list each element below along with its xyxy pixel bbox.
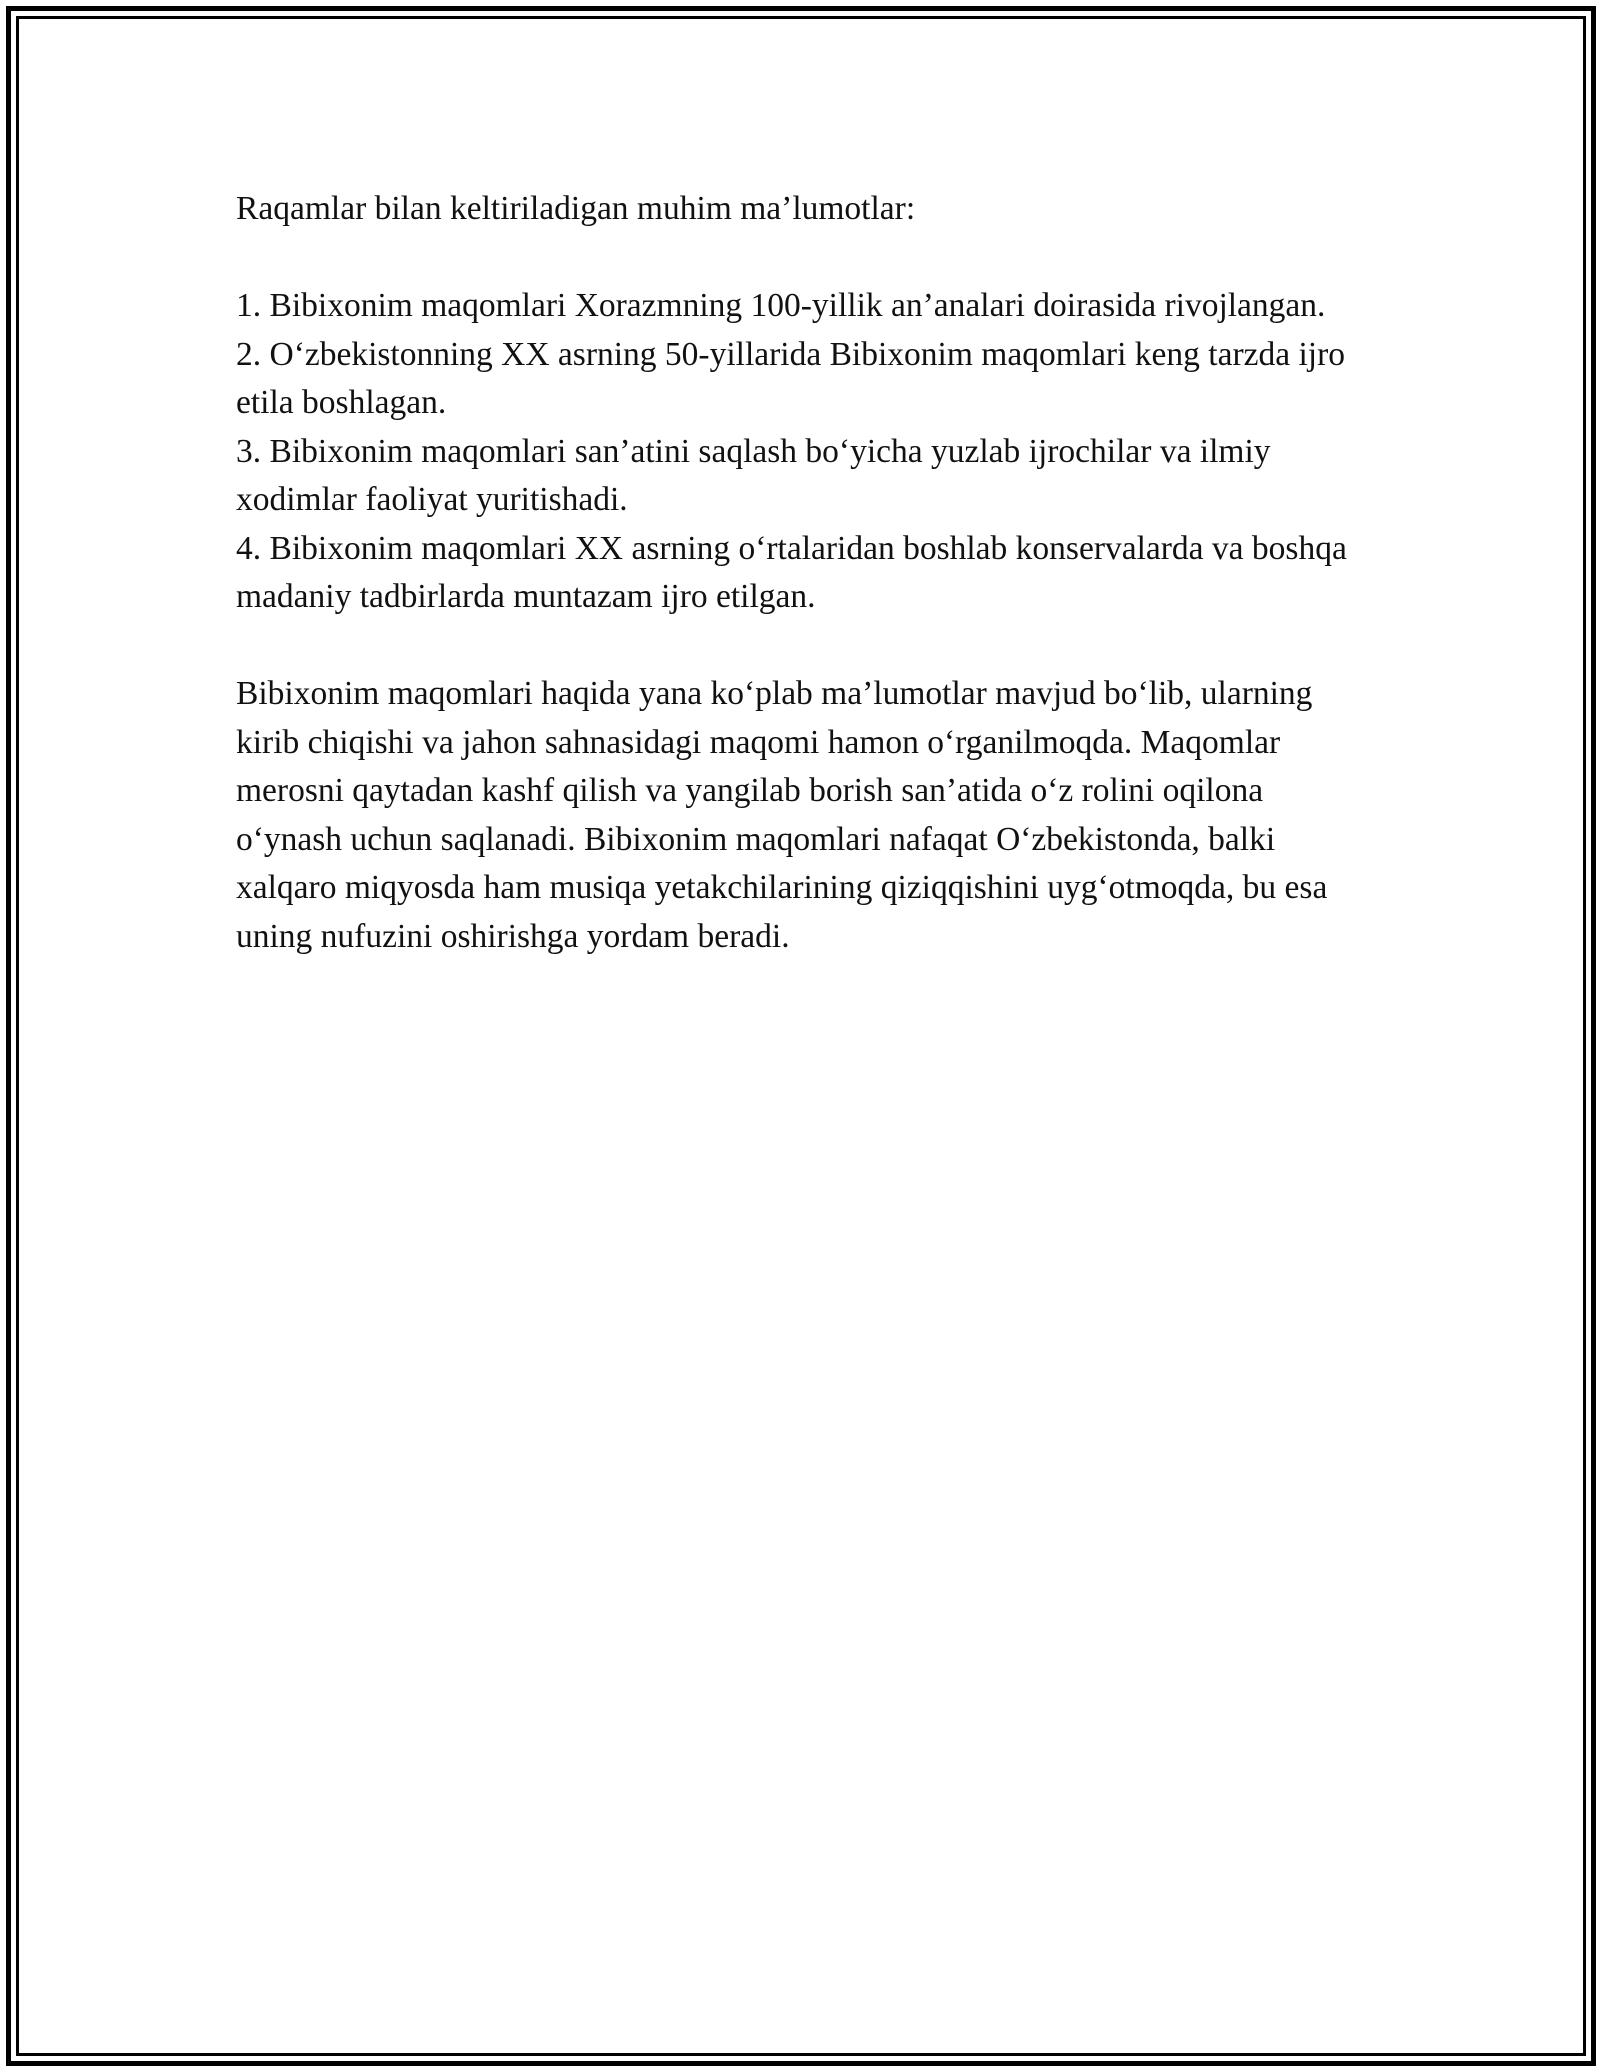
list-item: 3. Bibixonim maqomlari san’atini saqlash bo‘yicha yuzlab ijrochilar va ilmiy xodimlar faoliyat yuritishadi. bbox=[236, 432, 1271, 518]
spacer bbox=[236, 622, 1366, 671]
list-item: 1. Bibixonim maqomlari Xorazmning 100-yillik an’analari doirasida rivojlangan. bbox=[236, 287, 1326, 324]
spacer bbox=[236, 234, 1366, 283]
document-body bbox=[236, 185, 1366, 961]
body-paragraph: Bibixonim maqomlari haqida yana ko‘plab ma’lumotlar mavjud bo‘lib, ularning kirib chiqishi va jahon sahnasidagi maqomi hamon o‘rganilmoqda. Maqomlar merosni qaytadan kashf qilish va yangilab borish san’atida o‘z rolini oqilona o‘ynash uchun saqlanadi. Bibixonim maqomlari nafaqat O‘zbekistonda, balki xalqaro miqyosda ham musiqa yetakchilarining qiziqqishini uyg‘otmoqda, bu esa uning nufuzini oshirishga yordam beradi. bbox=[236, 675, 1328, 955]
list-item: 4. Bibixonim maqomlari XX asrning o‘rtalaridan boshlab konservalarda va boshqa madaniy tadbirlarda muntazam ijro etilgan. bbox=[236, 529, 1347, 615]
list-item: 2. O‘zbekistonning XX asrning 50-yillarida Bibixonim maqomlari keng tarzda ijro etila boshlagan. bbox=[236, 335, 1345, 421]
document-heading: Raqamlar bilan keltiriladigan muhim ma’lumotlar: bbox=[236, 190, 916, 227]
